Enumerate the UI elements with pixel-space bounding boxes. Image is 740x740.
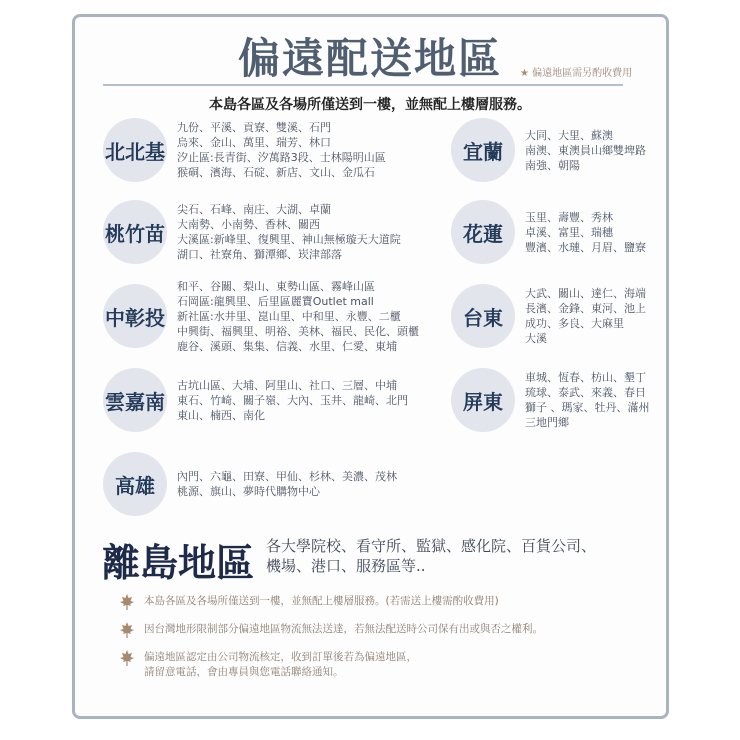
maple-leaf-icon: [120, 594, 134, 610]
region-badge: 花蓮: [451, 200, 515, 264]
area-line: 新社區:水井里、崑山里、中和里、永豐、二櫃: [177, 309, 401, 323]
maple-leaf-icon: [120, 650, 134, 666]
area-line: 卓溪、富里、瑞穗: [525, 225, 613, 239]
notes-list: [120, 594, 543, 693]
region-badge: 屏東: [451, 368, 515, 432]
area-line: 桃源、旗山、夢時代購物中心: [177, 485, 320, 498]
area-line: 大溪區:新峰里、復興里、神山無極璇天大道院: [177, 233, 401, 246]
region-badge: 高雄: [103, 452, 167, 516]
area-line: 南澳、東澳員山鄉雙埤路: [525, 143, 646, 157]
region-areas: [177, 469, 397, 499]
area-line: 車城、恆春、枋山、墾丁: [525, 371, 646, 384]
area-line: 大溪: [525, 332, 547, 345]
area-line: 尖石、石峰、南庄、大湖、卓蘭: [177, 203, 331, 216]
island-title: 離島地區: [102, 541, 255, 585]
subtitle: 本島各區及各場所僅送到一樓，並無配上樓層服務。: [209, 97, 531, 113]
region-areas: [177, 202, 401, 262]
region-areas: [177, 120, 386, 180]
area-line: 成功、多良、大麻里: [525, 317, 624, 330]
area-line: 石岡區:龍興里、后里區麗寶Outlet mall: [177, 294, 374, 308]
note-item: [120, 622, 543, 637]
area-line: 湖口、社寮角、獅潭鄉、崁津部落: [177, 248, 342, 261]
area-line: 玉里、壽豐、秀林: [525, 210, 613, 224]
area-line: 中興街、福興里、明裕、美林、福民、民化、頭櫃: [177, 324, 419, 338]
area-line: 大武、關山、達仁、海端: [525, 287, 646, 300]
surcharge-note: [520, 64, 632, 79]
area-line: 和平、谷關、梨山、東勢山區、霧峰山區: [177, 279, 375, 293]
region-badge: 雲嘉南: [103, 368, 167, 432]
area-line: 烏來、金山、萬里、瑞芳、林口: [177, 136, 331, 149]
note-text: 偏遠地區認定由公司物流核定，收到訂單後若為偏遠地區，: [144, 651, 417, 663]
page-title: 偏遠配送地區: [237, 34, 502, 83]
note-text: 因台灣地形限制部分偏遠地區物流無法送達，若無法配送時公司保有出或與否之權利。: [144, 623, 543, 635]
area-line: 東石、竹崎、關子嶺、大內、玉井、龍崎、北門: [177, 393, 408, 407]
area-line: 長濱、金鋒、東河、池上: [525, 302, 646, 315]
area-line: 汐止區:長青街、汐萬路3段、士林陽明山區: [177, 151, 386, 164]
region-areas: [525, 286, 646, 346]
note-item: [120, 650, 543, 680]
area-line: 獅子 、瑪家、牡丹、滿州: [525, 401, 650, 414]
region-badge: 桃竹苗: [103, 200, 167, 264]
star-icon: ★: [520, 68, 529, 79]
region-areas: [525, 370, 650, 430]
maple-leaf-icon: [120, 622, 134, 638]
divider: [103, 84, 623, 86]
area-line: 鹿谷、溪頭、集集、信義、水里、仁愛、東埔: [177, 339, 397, 353]
area-line: 豐濱、水璉、月眉、鹽寮: [525, 240, 646, 254]
region-badge: 台東: [451, 284, 515, 348]
region-badge: 中彰投: [103, 284, 167, 348]
region-areas: [525, 210, 646, 255]
area-line: 九份、平溪、貢寮、雙溪、石門: [177, 121, 331, 134]
area-line: 大同、大里、蘇澳: [525, 128, 613, 142]
area-line: 南強、朝陽: [525, 158, 580, 172]
island-description: [266, 536, 596, 576]
area-line: 內門、六龜、田寮、甲仙、杉林、美濃、茂林: [177, 470, 397, 483]
area-line: 大南勢、小南勢、香林、關西: [177, 218, 320, 231]
note-text: 本島各區及各場所僅送到一樓，並無配上樓層服務。(若需送上樓需酌收費用): [144, 595, 499, 607]
area-line: 猴硐、濱海、石碇、新店、文山、金瓜石: [177, 166, 375, 179]
island-line: 各大學院校、看守所、監獄、感化院、百貨公司、: [266, 537, 597, 555]
region-badge: 北北基: [103, 118, 167, 182]
note-text: 請留意電話，會由專員與您電話聯絡通知。: [144, 666, 344, 678]
area-line: 古坑山區、大埔、阿里山、社口、三層、中埔: [177, 378, 397, 392]
note-item: [120, 594, 543, 609]
area-line: 琉球、泰武、來義、春日: [525, 386, 646, 399]
region-areas: [177, 279, 419, 354]
region-areas: [525, 128, 646, 173]
region-areas: [177, 378, 408, 423]
area-line: 三地門鄉: [525, 416, 569, 429]
island-line: 機場、港口、服務區等..: [266, 557, 426, 575]
area-line: 東山、楠西、南化: [177, 408, 265, 422]
region-badge: 宜蘭: [451, 118, 515, 182]
surcharge-note-text: 偏遠地區需另酌收費用: [532, 68, 633, 79]
